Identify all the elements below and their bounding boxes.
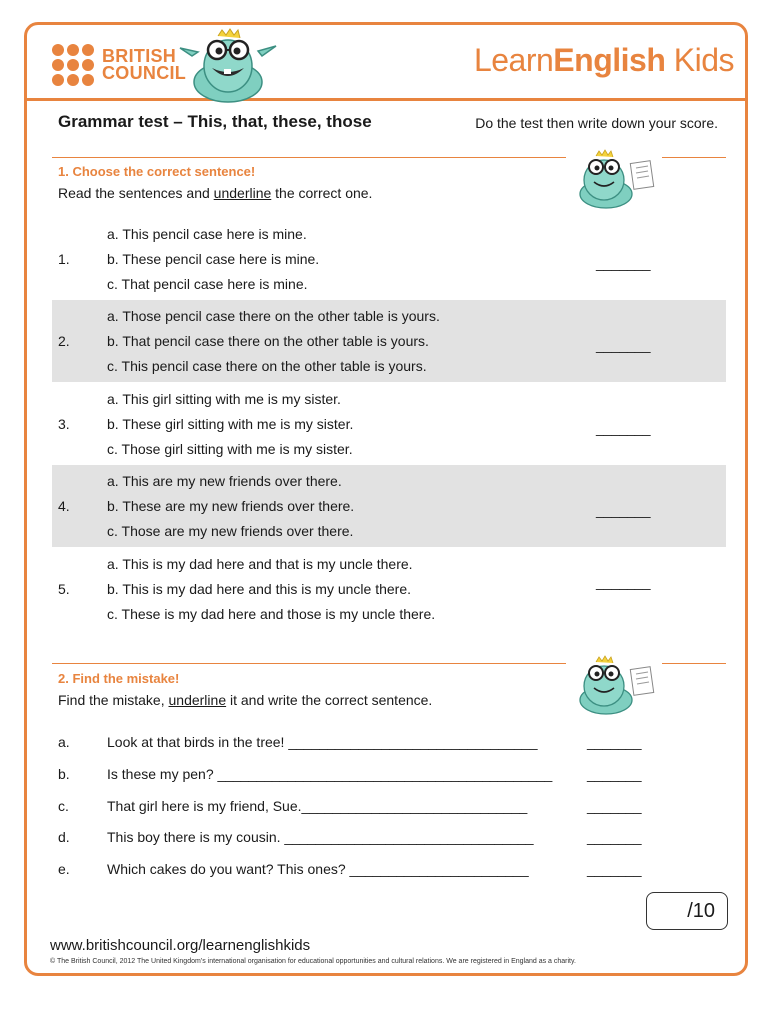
question-number: 5. bbox=[58, 581, 70, 597]
item-letter: c. bbox=[58, 798, 69, 814]
question-number: 1. bbox=[58, 251, 70, 267]
option-c[interactable]: c. This pencil case there on the other table is yours. bbox=[107, 358, 427, 374]
mistake-item-d bbox=[52, 826, 726, 850]
answer-blank[interactable]: _______ bbox=[587, 766, 642, 782]
british-council-logo bbox=[52, 44, 186, 86]
section1-rule-right bbox=[662, 157, 726, 158]
item-sentence[interactable]: Is these my pen? ___________________________________________ bbox=[107, 766, 553, 782]
option-b[interactable]: b. These girl sitting with me is my sister. bbox=[107, 416, 354, 432]
option-c[interactable]: c. These is my dad here and those is my uncle there. bbox=[107, 606, 436, 622]
answer-blank[interactable]: _______ bbox=[587, 798, 642, 814]
option-a[interactable]: a. This girl sitting with me is my sister. bbox=[107, 391, 341, 407]
item-sentence[interactable]: This boy there is my cousin. ________________________________ bbox=[107, 829, 534, 845]
option-b[interactable]: b. These are my new friends over there. bbox=[107, 498, 355, 514]
question-4 bbox=[52, 465, 726, 547]
answer-blank[interactable]: _______ bbox=[596, 420, 651, 436]
mistake-item-b bbox=[52, 763, 726, 787]
answer-blank[interactable]: _______ bbox=[587, 861, 642, 877]
question-number: 2. bbox=[58, 333, 70, 349]
mascot-reading-icon bbox=[570, 654, 658, 718]
footer-url[interactable]: www.britishcouncil.org/learnenglishkids bbox=[50, 937, 311, 954]
mascot-icon bbox=[172, 26, 284, 106]
question-1 bbox=[52, 218, 726, 300]
mascot-reading-icon bbox=[570, 148, 658, 212]
section2-heading: 2. Find the mistake! bbox=[58, 671, 180, 686]
option-a[interactable]: a. This are my new friends over there. bbox=[107, 473, 342, 489]
answer-blank[interactable]: _______ bbox=[596, 337, 651, 353]
british-council-dots-icon bbox=[52, 44, 94, 86]
question-number: 4. bbox=[58, 498, 70, 514]
item-sentence[interactable]: Look at that birds in the tree! ________________________________ bbox=[107, 734, 538, 750]
worksheet-title: Grammar test – This, that, these, those bbox=[58, 112, 372, 131]
answer-blank[interactable]: _______ bbox=[587, 829, 642, 845]
answer-blank[interactable]: _______ bbox=[596, 502, 651, 518]
section2-rule-left bbox=[52, 663, 566, 664]
mistake-item-e bbox=[52, 858, 726, 882]
answer-blank[interactable]: _______ bbox=[587, 734, 642, 750]
option-b[interactable]: b. That pencil case there on the other table is yours. bbox=[107, 333, 429, 349]
section2-instructions: Find the mistake, underline it and write the correct sentence. bbox=[58, 692, 433, 708]
question-3 bbox=[52, 383, 726, 465]
option-b[interactable]: b. These pencil case here is mine. bbox=[107, 251, 320, 267]
section1-instructions: Read the sentences and underline the correct one. bbox=[58, 185, 373, 201]
mistake-item-a bbox=[52, 731, 726, 755]
question-2 bbox=[52, 300, 726, 382]
section2-rule-right bbox=[662, 663, 726, 664]
mistake-item-c bbox=[52, 795, 726, 819]
item-letter: d. bbox=[58, 829, 70, 845]
british-council-wordmark: BRITISH COUNCIL bbox=[102, 46, 187, 83]
item-letter: b. bbox=[58, 766, 70, 782]
header-rule bbox=[24, 98, 748, 101]
footer-copyright: © The British Council, 2012 The United Kingdom’s international organisation for educational opportunities and cultural relations. We are registered in England as a charity. bbox=[50, 958, 576, 965]
option-a[interactable]: a. This pencil case here is mine. bbox=[107, 226, 307, 242]
option-b[interactable]: b. This is my dad here and this is my uncle there. bbox=[107, 581, 411, 597]
option-c[interactable]: c. That pencil case here is mine. bbox=[107, 276, 308, 292]
item-letter: a. bbox=[58, 734, 70, 750]
answer-blank[interactable]: _______ bbox=[596, 255, 651, 271]
score-box[interactable]: /10 bbox=[646, 892, 728, 930]
item-sentence[interactable]: That girl here is my friend, Sue._____________________________ bbox=[107, 798, 528, 814]
option-c[interactable]: c. Those are my new friends over there. bbox=[107, 523, 354, 539]
learnenglish-kids-logo: LearnEnglish Kids bbox=[473, 42, 734, 78]
option-c[interactable]: c. Those girl sitting with me is my sister. bbox=[107, 441, 353, 457]
option-a[interactable]: a. This is my dad here and that is my uncle there. bbox=[107, 556, 413, 572]
question-5 bbox=[52, 548, 726, 630]
item-sentence[interactable]: Which cakes do you want? This ones? _______________________ bbox=[107, 861, 529, 877]
item-letter: e. bbox=[58, 861, 70, 877]
question-number: 3. bbox=[58, 416, 70, 432]
worksheet-instruction: Do the test then write down your score. bbox=[475, 115, 718, 131]
option-a[interactable]: a. Those pencil case there on the other table is yours. bbox=[107, 308, 440, 324]
section1-rule-left bbox=[52, 157, 566, 158]
answer-blank[interactable]: _______ bbox=[596, 574, 651, 590]
section1-heading: 1. Choose the correct sentence! bbox=[58, 164, 256, 179]
